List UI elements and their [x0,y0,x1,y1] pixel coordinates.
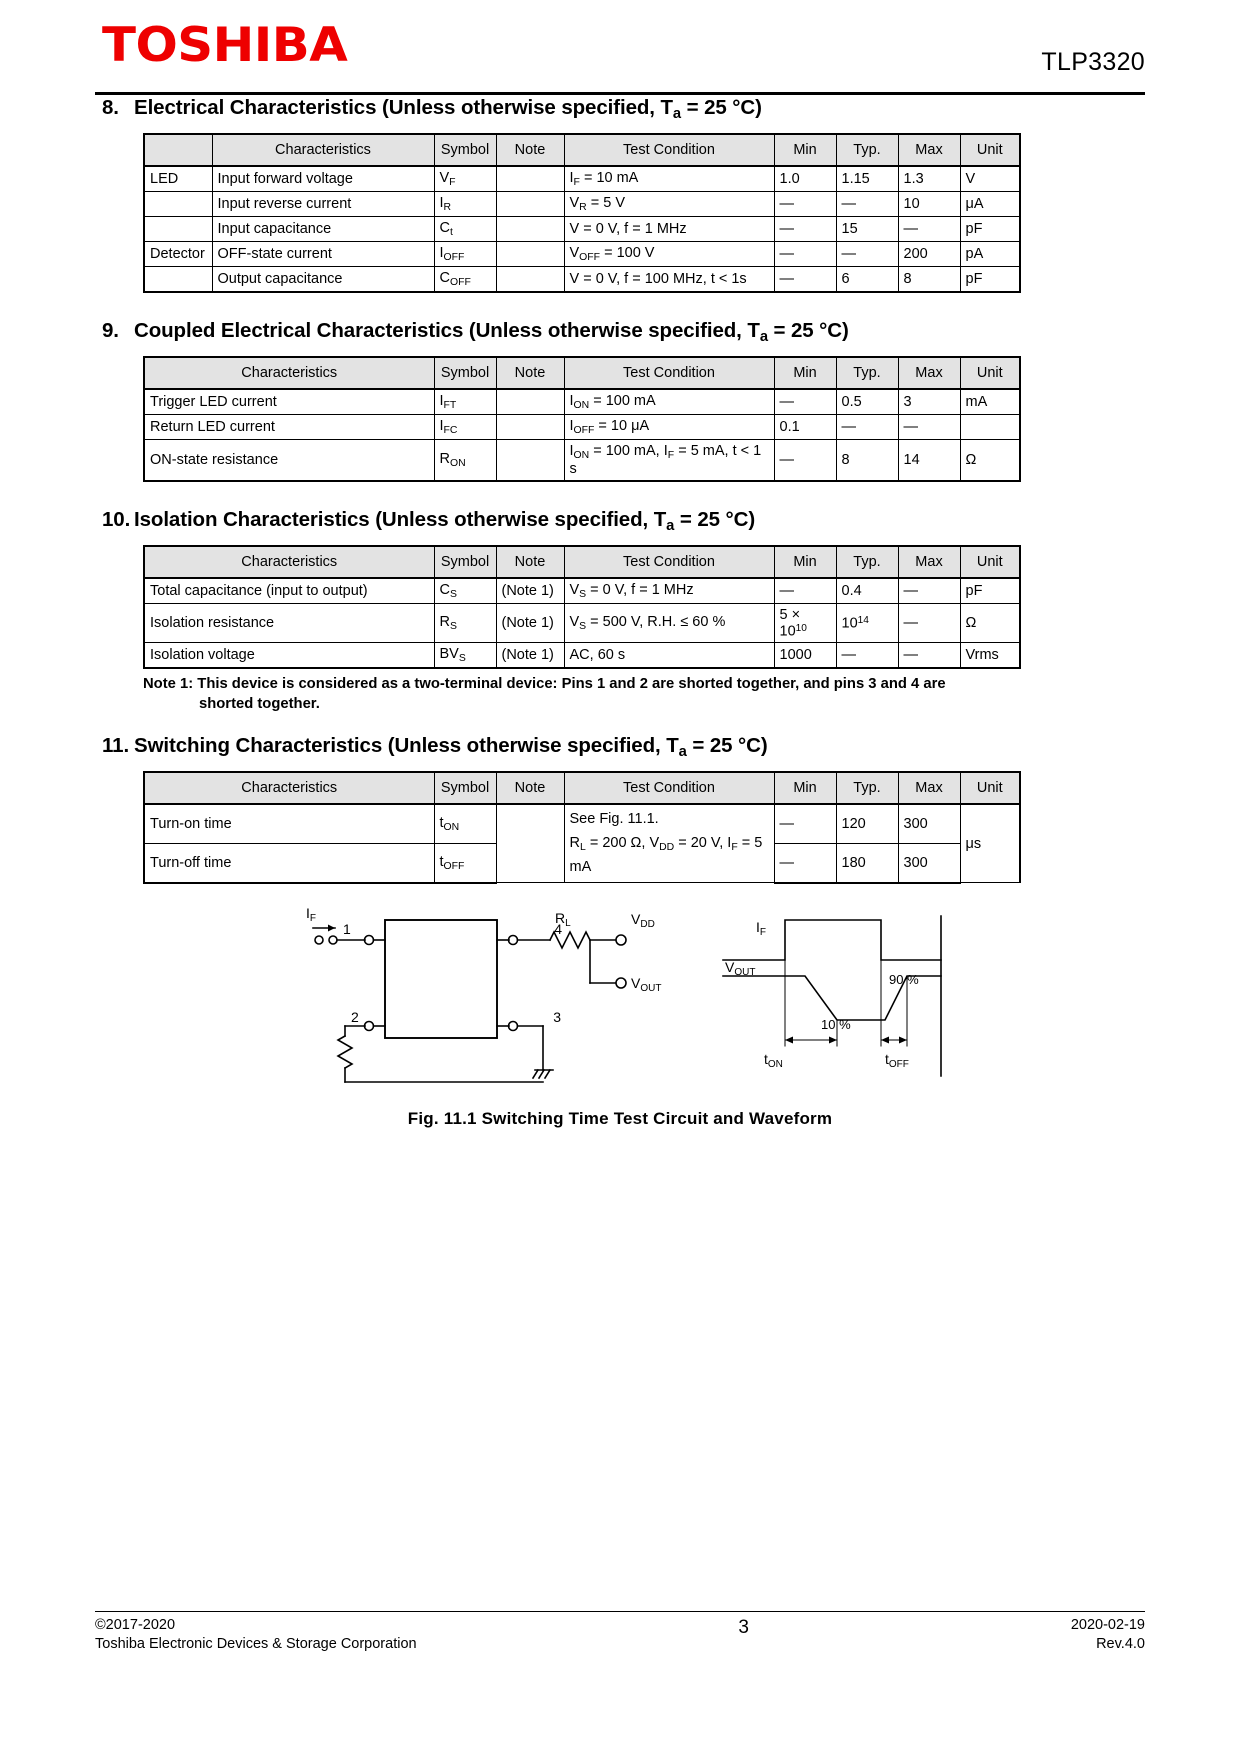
symbol-sub: OFF [443,860,465,872]
col-max: Max [898,357,960,389]
col-unit: Unit [960,546,1020,578]
col-test-condition: Test Condition [564,134,774,166]
cell-typ: 8 [836,439,898,480]
condition-post: = 500 V, R.H. ≤ 60 % [586,613,726,630]
col-min: Min [774,772,836,804]
col-test-condition: Test Condition [564,357,774,389]
cell-condition [564,578,774,603]
cell-min: — [774,216,836,241]
cell-unit: Ω [960,603,1020,643]
cell-max: — [898,414,960,439]
condition-sub2: F [667,449,675,461]
cell-unit: Vrms [960,643,1020,668]
figure-caption: Fig. 11.1 Switching Time Test Circuit and Waveform [407,1108,833,1128]
cell-min: 0.1 [774,414,836,439]
table-header-row [144,546,1020,578]
condition-sub: S [579,588,587,600]
condition-main: I [569,442,574,459]
cell-note [496,266,564,291]
symbol-main: C [439,219,450,236]
cell-unit: μA [960,192,1020,217]
note-line-1: This device is considered as a two-terminal device: Pins 1 and 2 are shorted together, and pins 3 and 4 are [197,676,946,693]
cell-note: (Note 1) [496,603,564,643]
symbol-main: I [439,417,444,434]
page-header [95,0,1145,96]
cell-symbol [434,804,496,843]
label-if-circuit: $I_F$ [306,904,316,924]
condition-post2: = 5 mA, t < 1 s [569,442,762,477]
col-symbol: Symbol [434,546,496,578]
col-characteristics: Characteristics [144,772,434,804]
symbol-main: R [439,450,450,467]
condition-sub: OFF [579,251,601,263]
col-symbol: Symbol [434,772,496,804]
footer-left-block [95,1616,417,1654]
toshiba-logo: TOSHIBA [102,18,348,73]
section-title-subscript: a [678,744,687,761]
cell-characteristic: Total capacitance (input to output) [144,578,434,603]
condition-sub: F [573,177,580,189]
table-row [144,166,1020,191]
condition-post: = 0 V, f = 1 MHz [586,581,694,598]
cell-max: — [898,603,960,643]
section-title-text: Electrical Characteristics (Unless otherwise specified, T [134,96,673,119]
cell-note [496,414,564,439]
company-name: Toshiba Electronic Devices & Storage Corporation [95,1636,417,1653]
cell-characteristic: Isolation voltage [144,643,434,668]
symbol-sub: OFF [449,276,471,288]
cond2-sub-c: F [731,841,738,853]
label-pin-4: 4 [554,920,562,937]
switching-characteristics-table [143,771,1021,883]
cell-condition [564,804,774,882]
label-pin-3: 3 [553,1008,561,1025]
cell-max: 3 [898,389,960,414]
section-title-suffix: = 25 °C) [674,507,756,531]
symbol-main: BV [439,646,459,663]
condition-post: = 10 μA [594,417,650,434]
table-header-row [144,134,1020,166]
cell-group [144,216,212,241]
page-number: 3 [738,1617,749,1639]
cell-symbol [434,439,496,480]
cell-group [144,192,212,217]
cell-characteristic: ON-state resistance [144,439,434,480]
col-note: Note [496,357,564,389]
cell-min: — [774,804,836,843]
cell-condition [564,241,774,266]
symbol-sub: t [449,226,453,238]
symbol-main: I [439,392,444,409]
label-ton: $t_{ON}$ [764,1050,783,1070]
table-header-row [144,357,1020,389]
condition-post: = 100 V [600,244,655,261]
section-title-suffix: = 25 °C) [767,318,849,342]
typ-exponent: 14 [857,614,869,626]
cell-symbol [434,216,496,241]
typ-base: 10 [841,615,858,632]
cell-characteristic: Input forward voltage [212,166,434,191]
cell-condition [564,603,774,643]
footer-right-block [1071,1616,1145,1654]
condition-main: I [569,392,574,409]
section-heading-coupled [102,319,1145,345]
col-test-condition: Test Condition [564,772,774,804]
cell-symbol [434,166,496,191]
col-max: Max [898,546,960,578]
condition-sub: OFF [573,424,595,436]
section-heading-electrical [102,96,1145,122]
table-header-row [144,772,1020,804]
cell-characteristic: Return LED current [144,414,434,439]
cell-typ: 1.15 [836,166,898,191]
cell-symbol [434,241,496,266]
label-pin-2: 2 [351,1008,359,1025]
symbol-sub: OFF [443,251,465,263]
cell-condition: V = 0 V, f = 1 MHz [564,216,774,241]
section-heading-isolation [102,508,1145,534]
condition-main: V [569,195,580,212]
cell-min [774,603,836,643]
symbol-sub: S [458,653,466,665]
table-row [144,643,1020,668]
cell-typ [836,603,898,643]
section-number: 8. [102,96,119,119]
part-number: TLP3320 [1041,48,1145,76]
cell-unit: pF [960,266,1020,291]
cell-note [496,192,564,217]
note-line-2: shorted together. [199,695,320,712]
cell-typ: 15 [836,216,898,241]
footer-divider [95,1611,1145,1612]
figure-11-1 [95,898,1145,1128]
cell-typ: — [836,241,898,266]
cell-note [496,389,564,414]
cell-condition [564,439,774,480]
cell-max: — [898,578,960,603]
cell-max: 300 [898,844,960,883]
condition-main: V [569,581,580,598]
label-vout-circuit: $V_{OUT}$ [631,974,662,994]
cell-typ: 180 [836,844,898,883]
table-row [144,266,1020,291]
col-group [144,134,212,166]
cond2-c: = 20 V, I [674,834,732,851]
table-row [144,192,1020,217]
section-title [134,96,1145,122]
col-typ: Typ. [836,357,898,389]
cond2-a: R [569,834,580,851]
section-title-subscript: a [759,328,768,345]
cell-symbol [434,603,496,643]
condition-sub: S [579,620,587,632]
symbol-main: I [439,244,444,261]
cell-note: (Note 1) [496,643,564,668]
col-max: Max [898,772,960,804]
col-unit: Unit [960,772,1020,804]
section-title-suffix: = 25 °C) [686,734,768,758]
cell-min: — [774,578,836,603]
label-10-percent: 10 % [821,1016,851,1032]
section-title [134,734,1145,760]
col-unit: Unit [960,134,1020,166]
condition-post: = 100 mA, I [589,442,668,459]
label-vdd: $V_{DD}$ [631,910,655,930]
table-row [144,216,1020,241]
cell-characteristic: Input capacitance [212,216,434,241]
cell-max: 14 [898,439,960,480]
electrical-characteristics-table [143,133,1021,293]
section-title-subscript: a [666,517,675,534]
col-characteristics: Characteristics [144,546,434,578]
section-title-text: Switching Characteristics (Unless otherwise specified, T [134,734,679,758]
cell-max: 300 [898,804,960,843]
cell-characteristic: Isolation resistance [144,603,434,643]
cond2-sub-a: L [579,841,586,853]
cell-characteristic: Trigger LED current [144,389,434,414]
table-row [144,389,1020,414]
cell-min: — [774,266,836,291]
section-title [134,508,1145,534]
col-typ: Typ. [836,134,898,166]
col-unit: Unit [960,357,1020,389]
revision-number: Rev.4.0 [1096,1636,1145,1653]
symbol-main: t [439,815,444,832]
cell-condition [564,166,774,191]
col-typ: Typ. [836,546,898,578]
col-typ: Typ. [836,772,898,804]
symbol-sub: S [449,620,457,632]
symbol-sub: ON [449,457,466,469]
cell-group: LED [144,166,212,191]
cell-symbol [434,266,496,291]
cell-max: 200 [898,241,960,266]
symbol-main: V [439,170,450,187]
cell-unit [960,414,1020,439]
cell-note [496,166,564,191]
cell-symbol [434,578,496,603]
switching-test-circuit-svg [95,898,1145,1103]
copyright-text: ©2017-2020 [95,1617,176,1634]
symbol-sub: FC [443,424,458,436]
table-row [144,603,1020,643]
cell-symbol [434,643,496,668]
cond2-d: = 5 mA [569,834,763,876]
symbol-main: t [439,853,444,870]
cell-min: — [774,241,836,266]
condition-main: I [569,170,574,187]
cell-characteristic: OFF-state current [212,241,434,266]
cell-condition [564,192,774,217]
cell-typ: — [836,643,898,668]
cell-note: (Note 1) [496,578,564,603]
cell-max: 1.3 [898,166,960,191]
col-note: Note [496,772,564,804]
section-heading-switching [102,734,1145,760]
cell-min: — [774,389,836,414]
symbol-main: C [439,581,450,598]
symbol-main: I [439,195,444,212]
coupled-characteristics-table [143,356,1021,482]
col-characteristics: Characteristics [212,134,434,166]
cell-group: Detector [144,241,212,266]
document-date: 2020-02-19 [1070,1617,1145,1634]
table-row [144,439,1020,480]
col-min: Min [774,134,836,166]
cell-unit: mA [960,389,1020,414]
section-title-subscript: a [672,106,682,123]
cell-unit: V [960,166,1020,191]
cell-unit: μs [960,804,1020,882]
cell-note [496,216,564,241]
cell-typ: — [836,414,898,439]
cell-note [496,804,564,882]
cell-min: — [774,844,836,883]
cell-note [496,241,564,266]
note-1 [143,675,1013,714]
table-row [144,578,1020,603]
condition-line-2 [570,832,769,880]
col-symbol: Symbol [434,357,496,389]
condition-main: I [569,417,574,434]
cell-symbol [434,414,496,439]
cell-symbol [434,192,496,217]
cell-min: 1000 [774,643,836,668]
col-min: Min [774,546,836,578]
condition-post: = 10 mA [579,170,639,187]
col-test-condition: Test Condition [564,546,774,578]
cell-unit: pA [960,241,1020,266]
section-number: 10. [102,507,131,531]
condition-post: = 5 V [586,195,626,212]
cell-unit: pF [960,578,1020,603]
label-if-waveform: $I_F$ [756,918,766,938]
cell-group [144,266,212,291]
page-footer [95,1611,1145,1654]
condition-main: V [569,244,580,261]
label-pin-1: 1 [343,920,351,937]
table-row [144,241,1020,266]
symbol-sub: S [449,588,457,600]
col-symbol: Symbol [434,134,496,166]
cell-typ: 0.4 [836,578,898,603]
cell-characteristic: Turn-off time [144,844,434,883]
symbol-sub: F [449,177,456,189]
condition-line-1: See Fig. 11.1. [569,811,659,828]
cell-characteristic: Turn-on time [144,804,434,843]
cell-max: 10 [898,192,960,217]
symbol-main: R [439,613,450,630]
note-label: Note 1: [143,676,194,693]
cell-max: — [898,216,960,241]
cell-max: — [898,643,960,668]
header-divider [95,92,1145,95]
cell-min: — [774,439,836,480]
min-base: 5 × 10 [779,606,801,640]
cell-min: 1.0 [774,166,836,191]
cell-condition [564,389,774,414]
condition-sub: R [579,201,587,213]
cell-condition: AC, 60 s [564,643,774,668]
cell-unit: pF [960,216,1020,241]
cell-note [496,439,564,480]
cell-typ: 6 [836,266,898,291]
cell-condition [564,414,774,439]
cell-symbol [434,844,496,883]
section-title-suffix: = 25 °C) [681,96,762,119]
cell-characteristic: Input reverse current [212,192,434,217]
label-rl: $R_L$ [555,909,571,929]
min-exponent: 10 [795,622,807,634]
section-number: 11. [102,734,130,758]
cell-symbol [434,389,496,414]
col-characteristics: Characteristics [144,357,434,389]
cell-characteristic: Output capacitance [212,266,434,291]
section-title [134,319,1145,345]
cell-min: — [774,192,836,217]
cond2-sub-b: DD [659,841,675,853]
label-vout-waveform: $V_{OUT}$ [725,958,756,978]
cell-typ: 0.5 [836,389,898,414]
cell-typ: 120 [836,804,898,843]
condition-sub: ON [573,449,590,461]
col-note: Note [496,546,564,578]
col-note: Note [496,134,564,166]
cell-typ: — [836,192,898,217]
condition-sub: ON [573,399,590,411]
cell-condition: V = 0 V, f = 100 MHz, t < 1s [564,266,774,291]
symbol-main: C [439,269,450,286]
symbol-sub: ON [443,822,460,834]
section-number: 9. [102,318,119,342]
isolation-characteristics-table [143,545,1021,669]
cell-unit: Ω [960,439,1020,480]
label-toff: $t_{OFF}$ [885,1050,909,1070]
symbol-sub: FT [443,399,457,411]
table-row [144,414,1020,439]
symbol-sub: R [443,201,452,213]
condition-post: = 100 mA [589,392,656,409]
section-title-text: Isolation Characteristics (Unless otherwise specified, T [134,507,667,531]
col-max: Max [898,134,960,166]
col-min: Min [774,357,836,389]
section-title-text: Coupled Electrical Characteristics (Unless otherwise specified, T [134,318,760,342]
label-90-percent: 90 % [889,971,919,987]
cond2-b: = 200 Ω, V [585,834,660,851]
condition-main: V [569,613,580,630]
cell-max: 8 [898,266,960,291]
table-row [144,804,1020,843]
